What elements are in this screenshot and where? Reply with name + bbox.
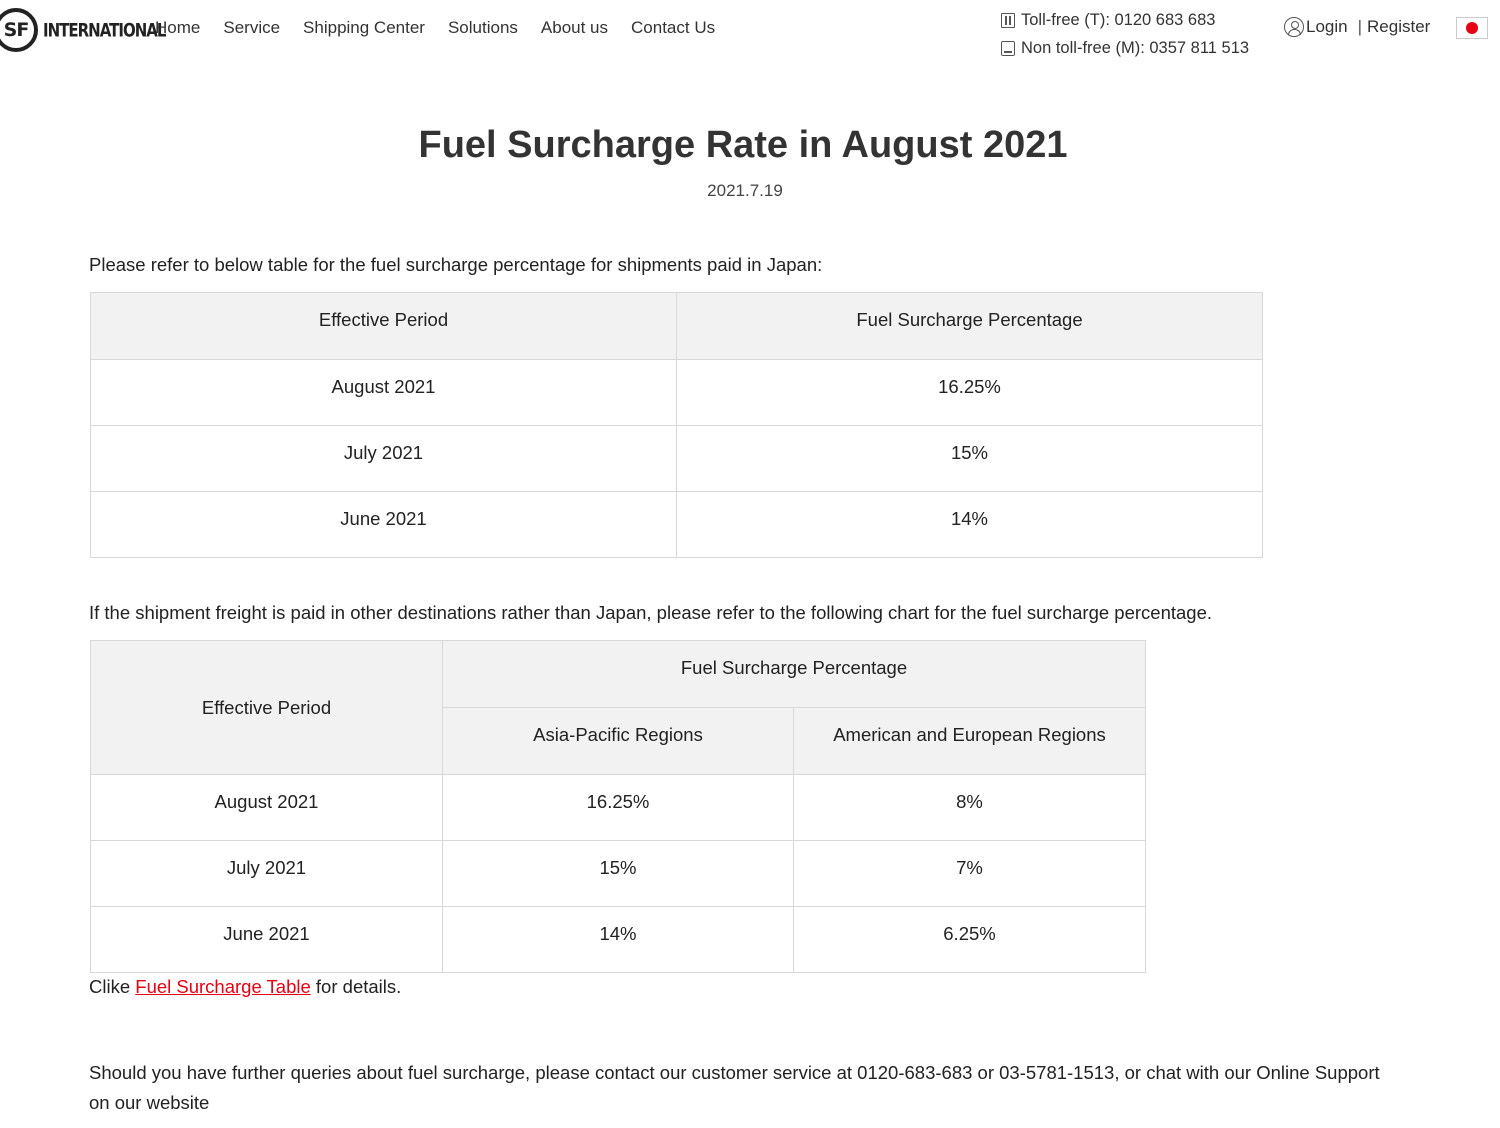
american-european-cell: 6.25%	[794, 907, 1146, 973]
details-text	[89, 976, 401, 998]
percentage-cell: 15%	[677, 426, 1263, 492]
period-cell: July 2021	[91, 841, 443, 907]
logo-text: INTERNATIONAL	[43, 18, 166, 42]
table-header-row	[91, 293, 1263, 360]
sf-logo-mark: SF	[0, 8, 38, 52]
header-american-european: American and European Regions	[794, 708, 1146, 775]
table-row	[91, 841, 1146, 907]
table-row	[91, 360, 1263, 426]
nav-solutions[interactable]: Solutions	[447, 18, 518, 37]
non-toll-free-row	[1001, 34, 1249, 62]
asia-pacific-cell: 16.25%	[443, 775, 794, 841]
nav-about-us[interactable]: About us	[540, 18, 609, 37]
auth-separator: |	[1357, 17, 1363, 36]
american-european-cell: 8%	[794, 775, 1146, 841]
period-cell: June 2021	[91, 492, 677, 558]
japan-flag-icon[interactable]	[1456, 17, 1488, 39]
nav-service[interactable]: Service	[223, 18, 281, 37]
asia-pacific-cell: 15%	[443, 841, 794, 907]
nav-shipping-center[interactable]: Shipping Center	[303, 18, 425, 37]
page-title: Fuel Surcharge Rate in August 2021	[418, 124, 1068, 166]
period-cell: June 2021	[91, 907, 443, 973]
table-row	[91, 907, 1146, 973]
phone-numbers	[1001, 6, 1249, 62]
flag-red-circle	[1466, 22, 1478, 34]
period-cell: August 2021	[91, 775, 443, 841]
header-fuel-surcharge-percentage: Fuel Surcharge Percentage	[443, 641, 1146, 708]
auth-links	[1284, 17, 1430, 37]
building-icon	[1001, 13, 1015, 28]
nav-contact-us[interactable]: Contact Us	[631, 18, 716, 37]
table-row	[91, 775, 1146, 841]
non-toll-free-text: Non toll-free (M): 0357 811 513	[1021, 39, 1250, 57]
header-fuel-surcharge-percentage: Fuel Surcharge Percentage	[677, 293, 1263, 360]
register-link[interactable]: Register	[1367, 17, 1431, 36]
sf-international-logo[interactable]	[0, 8, 165, 52]
period-cell: August 2021	[91, 360, 677, 426]
main-nav	[155, 18, 715, 38]
period-cell: July 2021	[91, 426, 677, 492]
site-header	[0, 0, 1500, 64]
toll-free-text: Toll-free (T): 0120 683 683	[1021, 11, 1216, 29]
toll-free-row	[1001, 6, 1249, 34]
intro-japan-text: Please refer to below table for the fuel surcharge percentage for shipments paid in Japan:	[89, 254, 823, 275]
american-european-cell: 7%	[794, 841, 1146, 907]
header-asia-pacific: Asia-Pacific Regions	[443, 708, 794, 775]
publish-date: 2021.7.19	[707, 181, 783, 200]
header-effective-period: Effective Period	[91, 641, 443, 775]
percentage-cell: 16.25%	[677, 360, 1263, 426]
login-link[interactable]: Login	[1306, 17, 1348, 36]
nav-home[interactable]: Home	[155, 18, 201, 37]
japan-surcharge-table	[90, 292, 1263, 558]
fuel-surcharge-table-link[interactable]: Fuel Surcharge Table	[135, 976, 311, 997]
percentage-cell: 14%	[677, 492, 1263, 558]
asia-pacific-cell: 14%	[443, 907, 794, 973]
contact-note: Should you have further queries about fuel surcharge, please contact our customer service at 0120-683-683 or 03-5781-1513, or chat with our Online Support on our website	[89, 1062, 1380, 1113]
intro-other-text: If the shipment freight is paid in other destinations rather than Japan, please refer to the following chart for the fuel surcharge percentage.	[89, 602, 1212, 623]
table-row	[91, 426, 1263, 492]
table-row	[91, 492, 1263, 558]
header-effective-period: Effective Period	[91, 293, 677, 360]
user-icon[interactable]	[1284, 17, 1304, 37]
table-header-row	[91, 641, 1146, 708]
other-destinations-surcharge-table	[90, 640, 1146, 973]
details-suffix: for details.	[310, 976, 402, 997]
details-prefix: Clike	[89, 976, 136, 997]
mobile-icon	[1001, 41, 1015, 56]
